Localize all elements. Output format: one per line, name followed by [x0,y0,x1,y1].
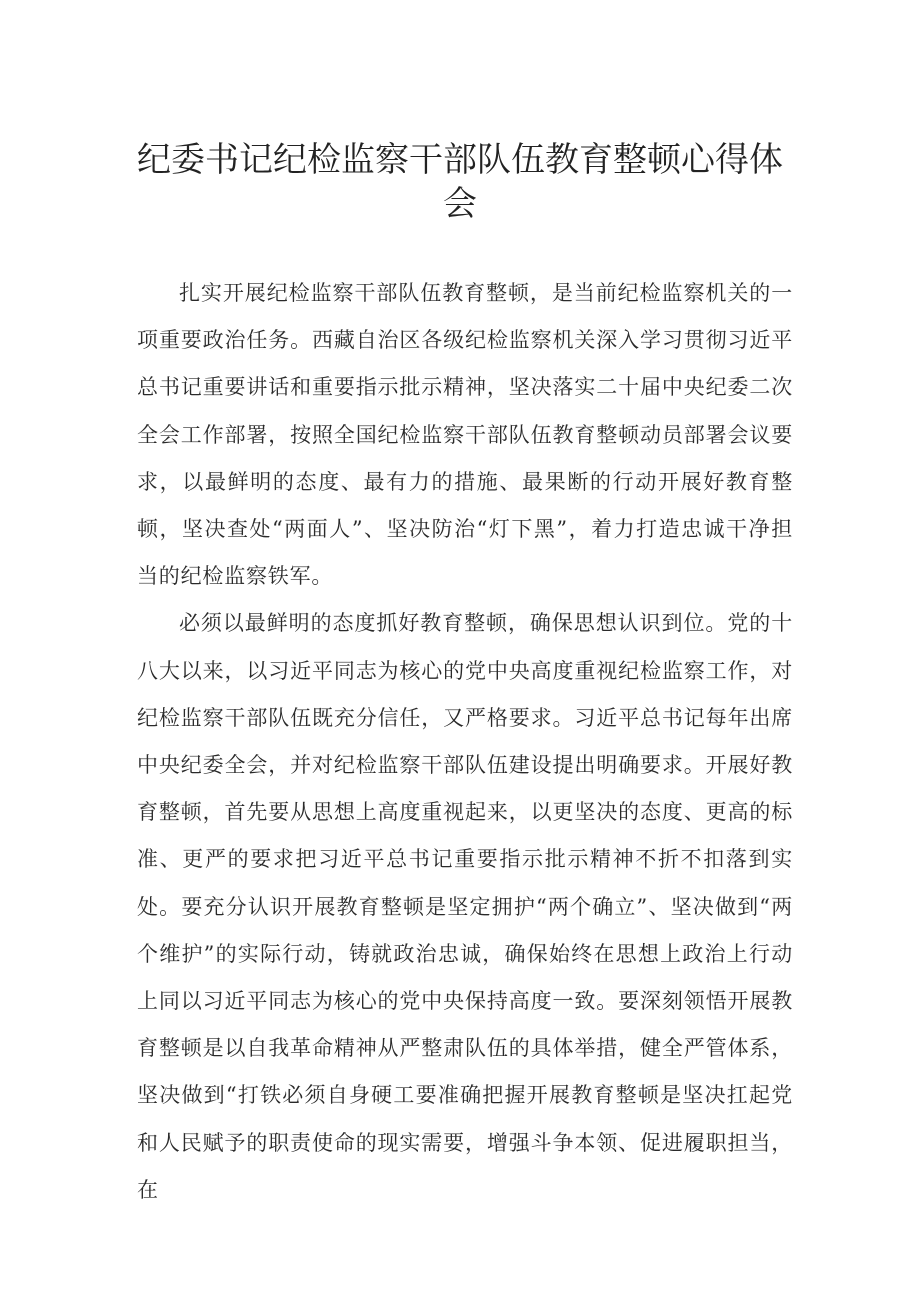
paragraph-1: 扎实开展纪检监察干部队伍教育整顿，是当前纪检监察机关的一项重要政治任务。西藏自治区各级纪检监察机关深入学习贯彻习近平总书记重要讲话和重要指示批示精神，坚决落实二十届中央纪委二次全会工作部署，按照全国纪检监察干部队伍教育整顿动员部署会议要求，以最鲜明的态度、最有力的措施、最果断的行动开展好教育整顿，坚决查处“两面人”、坚决防治“灯下黑”，着力打造忠诚干净担当的纪检监察铁军。 [137,281,793,589]
paragraph-2: 必须以最鲜明的态度抓好教育整顿，确保思想认识到位。党的十八大以来，以习近平同志为核心的党中央高度重视纪检监察工作，对纪检监察干部队伍既充分信任，又严格要求。习近平总书记每年出席中央纪委全会，并对纪检监察干部队伍建设提出明确要求。开展好教育整顿，首先要从思想上高度重视起来，以更坚决的态度、更高的标准、更严的要求把习近平总书记重要指示批示精神不折不扣落到实处。要充分认识开展教育整顿是坚定拥护“两个确立”、坚决做到“两个维护”的实际行动，铸就政治忠诚，确保始终在思想上政治上行动上同以习近平同志为核心的党中央保持高度一致。要深刻领悟开展教育整顿是以自我革命精神从严整肃队伍的具体举措，健全严管体系，坚决做到“打铁必须自身硬工要准确把握开展教育整顿是坚决扛起党和人民赋予的职责使命的现实需要，增强斗争本领、促进履职担当，在 [137,611,793,1202]
document-body [137,270,793,1214]
document-title: 纪委书记纪检监察干部队伍教育整顿心得体会 [137,140,783,224]
